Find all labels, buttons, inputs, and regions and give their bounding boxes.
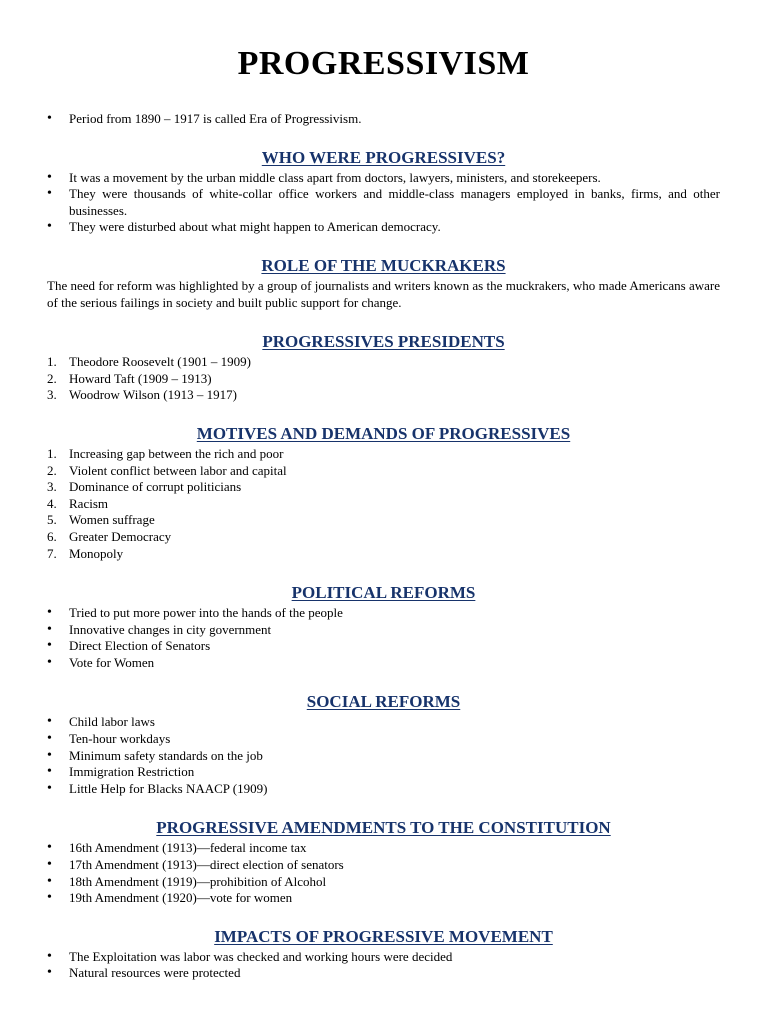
list-item: • Tried to put more power into the hands of the people (47, 605, 720, 622)
list-number: 2. (47, 462, 57, 478)
list-item (47, 479, 720, 496)
list-text: Women suffrage (69, 512, 155, 528)
list-number: 3. (47, 387, 57, 403)
heading-who-were-progressives: WHO WERE PROGRESSIVES? (261, 147, 506, 167)
list-item: • Vote for Women (47, 655, 720, 672)
list-item (47, 446, 720, 463)
list-item: • They were thousands of white-collar office workers and middle-class managers employed in banks, firms, and other businesses. (47, 186, 720, 219)
list-item (47, 371, 720, 388)
motives-list (47, 446, 720, 562)
list-number: 1. (47, 354, 57, 370)
list-item: • Little Help for Blacks NAACP (1909) (47, 781, 720, 798)
heading-political-reforms: POLITICAL REFORMS (291, 583, 476, 603)
heading-progressives-presidents: PROGRESSIVES PRESIDENTS (262, 332, 505, 352)
list-item: • Child labor laws (47, 714, 720, 731)
intro-list (47, 111, 720, 128)
list-item (47, 512, 720, 529)
list-text: Greater Democracy (69, 528, 172, 544)
list-item (47, 496, 720, 513)
list-item: • 17th Amendment (1913)—direct election of senators (47, 857, 720, 874)
amendments-list (47, 840, 720, 906)
social-list (47, 714, 720, 797)
list-text: Dominance of corrupt politicians (69, 479, 242, 495)
list-item: • Minimum safety standards on the job (47, 748, 720, 765)
impacts-list (47, 949, 720, 982)
list-number: 2. (47, 370, 57, 386)
list-item: • 18th Amendment (1919)—prohibition of Alcohol (47, 874, 720, 891)
list-item (47, 546, 720, 563)
list-item (47, 354, 720, 371)
list-text: Racism (69, 495, 108, 511)
list-item: • Innovative changes in city government (47, 622, 720, 639)
list-item: • 19th Amendment (1920)—vote for women (47, 890, 720, 907)
who-list (47, 170, 720, 236)
list-number: 4. (47, 495, 57, 511)
page-title: PROGRESSIVISM (237, 45, 530, 82)
list-item (47, 463, 720, 480)
list-item: • They were disturbed about what might happen to American democracy. (47, 219, 720, 236)
list-number: 3. (47, 479, 57, 495)
list-item: • Period from 1890 – 1917 is called Era of Progressivism. (47, 111, 720, 128)
list-text: Increasing gap between the rich and poor (69, 445, 284, 461)
muckrakers-paragraph: The need for reform was highlighted by a group of journalists and writers known as the muckrakers, who made Americans aware of the serious failings in society and built public support for change. (47, 277, 720, 310)
heading-social-reforms: SOCIAL REFORMS (306, 692, 461, 712)
list-text: Woodrow Wilson (1913 – 1917) (69, 387, 237, 403)
list-item: • It was a movement by the urban middle class apart from doctors, lawyers, ministers, and storekeepers. (47, 170, 720, 187)
list-number: 1. (47, 445, 57, 461)
list-text: Howard Taft (1909 – 1913) (69, 370, 212, 386)
list-item (47, 387, 720, 404)
list-text: Violent conflict between labor and capital (69, 462, 287, 478)
list-item: • 16th Amendment (1913)—federal income tax (47, 840, 720, 857)
list-item: • Natural resources were protected (47, 965, 720, 982)
list-number: 5. (47, 512, 57, 528)
list-text: Monopoly (69, 545, 124, 561)
list-item: • Ten-hour workdays (47, 731, 720, 748)
heading-role-of-muckrakers: ROLE OF THE MUCKRAKERS (261, 255, 506, 275)
heading-impacts-of-movement: IMPACTS OF PROGRESSIVE MOVEMENT (214, 926, 553, 946)
list-item: • Direct Election of Senators (47, 638, 720, 655)
heading-motives-and-demands: MOTIVES AND DEMANDS OF PROGRESSIVES (196, 423, 571, 443)
presidents-list (47, 354, 720, 404)
list-number: 6. (47, 528, 57, 544)
list-item: • Immigration Restriction (47, 764, 720, 781)
political-list (47, 605, 720, 671)
list-item (47, 529, 720, 546)
list-text: Theodore Roosevelt (1901 – 1909) (69, 354, 251, 370)
list-item: • The Exploitation was labor was checked and working hours were decided (47, 949, 720, 966)
heading-progressive-amendments: PROGRESSIVE AMENDMENTS TO THE CONSTITUTION (156, 818, 611, 838)
list-number: 7. (47, 545, 57, 561)
